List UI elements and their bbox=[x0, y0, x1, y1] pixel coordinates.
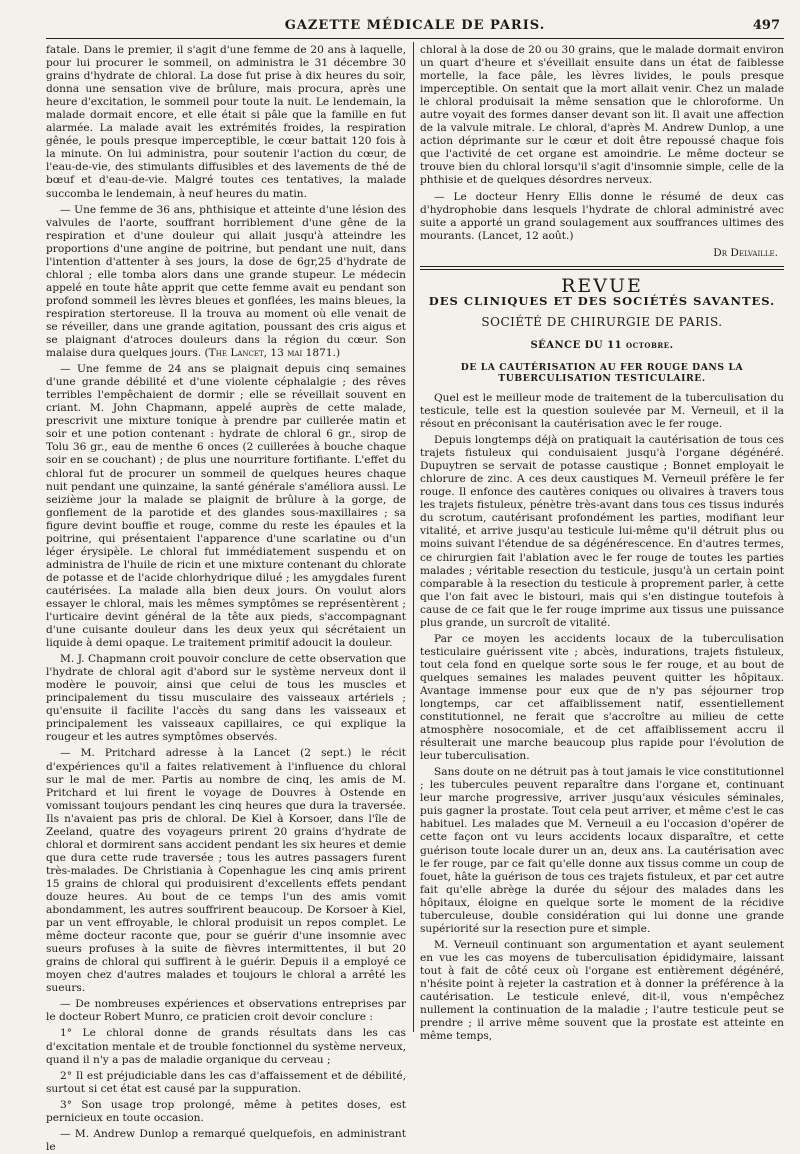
paragraph: fatale. Dans le premier, il s'agit d'une femme de 20 ans à laquelle, pour lui procurer le sommeil, on administra le 31 décembre 30 grains d'hydrate de chloral. La dose fut prise à dix heures du soir, donna une sensation vive de brûlure, mais procura, après une heure d'excitation, le sommeil pour toute la nuit. Le lendemain, la malade dormait encore, et elle était si pâle que la famille en fut alarmée. La malade avait les extrémités froides, la respiration gênée, le pouls presque imperceptible, le cœur battait 120 fois à la minute. On lui administra, pour soutenir l'action du cœur, de l'eau-de-vie, des stimulants diffusibles et des lavements de thé de bœuf et d'eau-de-vie. Malgré toutes ces tentatives, la malade succomba le lendemain, à neuf heures du matin. bbox=[46, 44, 406, 200]
section-rule bbox=[420, 266, 784, 270]
session-date: 11 octobre. bbox=[607, 339, 674, 351]
session-heading bbox=[420, 339, 784, 352]
section-title: REVUE bbox=[561, 274, 643, 297]
section-subtitle: DES CLINIQUES ET DES SOCIÉTÉS SAVANTES. bbox=[428, 293, 776, 308]
list-item: 2° Il est préjudiciable dans les cas d'affaissement et de débilité, surtout si cet état est causé par la suppuration. bbox=[46, 1069, 406, 1095]
article-title: DE LA CAUTÉRISATION AU FER ROUGE DANS LA TUBERCULISATION TESTICULAIRE. bbox=[460, 361, 744, 384]
paragraph-text: — Une femme de 36 ans, phthisique et atteinte d'une lésion des valvules de l'aorte, souffrant horriblement d'une gêne de la respiration et d'une douleur qui allait jusqu'à atteindre les proportions d'une angine de poitrine, but pendant une nuit, dans l'intention d'attenter à ses jours, la dose de 6gr,25 d'hydrate de chloral ; elle tomba alors dans une grande stupeur. Le médecin appelé en toute hâte apprit que cette femme avait eu pendant son profond sommeil les lèvres bleues et gonflées, les mains bleues, la respiration stertoreuse. Il la trouva au moment où elle venait de se réveiller, dans une grande agitation, poussant des cris aigus et se plaignant d'atroces douleurs dans la région du cœur. Son malaise dura quelques jours. bbox=[46, 203, 406, 360]
paragraph: — M. Pritchard adresse à la Lancet (2 sept.) le récit d'expériences qu'il a faites relativement à l'influence du chloral sur le mal de mer. Partis au nombre de cinq, les amis de M. Pritchard et lui firent le voyage de Douvres à Ostende en vomissant toujours pendant les cinq heures que dura la traversée. Ils n'avaient pas pris de chloral. De Kiel à Korsoer, dans l'île de Zeeland, quatre des voyageurs prirent 20 grains d'hydrate de chloral et dormirent sans accident pendant les six heures et demie que dura cette rude traversée ; tous les autres passagers furent très-malades. De Christiania à Copenhague les cinq amis prirent 15 grains de chloral qui produisirent d'excellents effets pendant douze heures. Au bout de ce temps l'un des amis vomit abondamment, les autres souffrirent beaucoup. De Korsoer à Kiel, par un vent effroyable, le chloral produisit un repos complet. Le même docteur raconte que, pour se guérir d'une insomnie avec sueurs profuses à la suite de fièvres intermittentes, il but 20 grains de chloral qui suffirent à le guérir. Depuis il a employé ce moyen chez d'autres malades et toujours le chloral a arrêté les sueurs. bbox=[46, 747, 406, 995]
right-column bbox=[420, 44, 784, 1043]
citation: (The Lancet, 13 mai 1871.) bbox=[204, 347, 341, 360]
paragraph: — Une femme de 24 ans se plaignait depuis cinq semaines d'une grande débilité et d'une violente céphalalgie ; des rêves terribles l'empêchaient de dormir ; elle se réveillait souvent en criant. M. John Chapmann, appelé auprès de cette malade, prescrivit une mixture tonique à prendre par cuillerée matin et soir et une potion contenant : hydrate de chloral 6 gr., sirop de Tolu 36 gr., eau de menthe 6 onces (2 cuillerées à bouche chaque soir en se couchant) ; de plus une nourriture fortifiante. L'effet du chloral fut de procurer un sommeil de quelques heures chaque nuit pendant une quinzaine, la santé générale s'améliora aussi. Le seizième jour la malade se plaignit de brûlure à la gorge, de gonflement de la parotide et des glandes sous-maxillaires ; sa figure devint bouffie et rouge, comme du reste les épaules et la poitrine, qui présentaient l'apparence d'une scarlatine ou d'un léger érysipèle. Le chloral fut immédiatement suspendu et on administra de l'huile de ricin et une mixture contenant du chlorate de potasse et de l'acide chlorhydrique dilué ; les amygdales furent cautérisées. La malade alla bien deux jours. On voulut alors essayer le chloral, mais les mêmes symptômes se représentèrent ; l'urticaire devint général de la tête aux pieds, s'accompagnant d'une cuisante douleur dans les deux yeux qui sécrétaient un liquide à demi opaque. Le traitement primitif adoucit la douleur. bbox=[46, 363, 406, 650]
paragraph: Quel est le meilleur mode de traitement de la tuberculisation du testicule, telle est la question soulevée par M. Verneuil, et il la résout en préconisant la cautérisation avec le fer rouge. bbox=[420, 391, 784, 431]
author-signature: Dr Delvaille. bbox=[713, 246, 778, 259]
paragraph: M. J. Chapmann croit pouvoir conclure de cette observation que l'hydrate de chloral agit d'abord sur le système nerveux dont il modère le pouvoir, ainsi que celui de tous les muscles et principalement du tissu musculaire des vaisseaux artériels ; qu'ensuite il facilite l'accès du sang dans les vaisseaux et principalement les vaisseaux capillaires, ce qui explique la rougeur et les autres symptômes observés. bbox=[46, 653, 406, 744]
paragraph: Par ce moyen les accidents locaux de la tuberculisation testiculaire guérissent vite ; abcès, indurations, trajets fistuleux, tout cela fond en quelque sorte sous le fer rouge, et au bout de quelques semaines les malades peuvent quitter les hôpitaux. Avantage immense pour eux que de n'y pas séjourner trop longtemps, car cet affaiblissement natif, essentiellement constitutionnel, ne ferait que s'accroître au milieu de cette atmosphère nosocomiale, et de cet affaiblissement accru il résulterait une marche beaucoup plus rapide pour l'évolution de leur tuberculisation. bbox=[420, 632, 784, 763]
society-heading: SOCIÉTÉ DE CHIRURGIE DE PARIS. bbox=[481, 314, 723, 329]
session-label: SÉANCE DU bbox=[530, 339, 604, 351]
paragraph: chloral à la dose de 20 ou 30 grains, que le malade dormait environ un quart d'heure et s'éveillait ensuite dans un état de faiblesse mortelle, la face pâle, les lèvres livides, le pouls presque imperceptible. On sentait que la mort allait venir. Chez un malade le chloral produisait la même sensation que le chloroforme. Un autre voyait des formes danser devant son lit. Il avait une affection de la valvule mitrale. Le chloral, d'après M. Andrew Dunlop, a une action déprimante sur le cœur et doit être repoussé chaque fois que l'activité de cet organe est amoindrie. Le même docteur se trouve bien du chloral lorsqu'il s'agit d'insomnie simple, celle de la phthisie et de quelques désordres nerveux. bbox=[420, 44, 784, 187]
paragraph: M. Verneuil continuant son argumentation et ayant seulement en vue les cas moyens de tuberculisation épididymaire, laissant tout à fait de côté ceux où l'organe est entièrement dégénéré, n'hésite point à rejeter la castration et à donner la préférence à la cautérisation. Le testicule enlevé, dit-il, vous n'empêchez nullement la continuation de la maladie ; l'autre testicule peut se prendre ; il arrive même souvent que la prostate est atteinte en même temps, bbox=[420, 938, 784, 1043]
page-number: 497 bbox=[752, 18, 780, 33]
list-item: 3° Son usage trop prolongé, même à petites doses, est pernicieux en toute occasion. bbox=[46, 1098, 406, 1124]
paragraph: — M. Andrew Dunlop a remarqué quelquefois, en administrant le bbox=[46, 1127, 406, 1153]
paragraph: — Le docteur Henry Ellis donne le résumé de deux cas d'hydrophobie dans lesquels l'hydrate de chloral administré avec suite a apporté un grand soulagement aux souffrances ultimes des mourants. (Lancet, 12 août.) bbox=[420, 190, 784, 242]
page-header bbox=[46, 16, 784, 39]
paragraph: Sans doute on ne détruit pas à tout jamais le vice constitutionnel ; les tubercules peuvent reparaître dans l'organe et, continuant leur marche progressive, arriver jusqu'aux vésicules séminales, puis gagner la prostate. Tout cela peut arriver, et même c'est le cas habituel. Les malades que M. Verneuil a eu l'occasion d'opérer de cette façon ont vu leurs accidents locaux disparaître, et cette guérison toute locale durer un an, deux ans. La cautérisation avec le fer rouge, par ce fait qu'elle donne aux tissus comme un coup de fouet, hâte la guérison de tous ces trajets fistuleux, et par cet autre fait qu'elle abrège la durée du séjour des malades dans les hôpitaux, éloigne en quelque sorte le moment de la récidive tuberculeuse, double considération qui lui donne une grande supériorité sur la resection pure et simple. bbox=[420, 766, 784, 935]
left-column bbox=[46, 44, 406, 1153]
journal-title: GAZETTE MÉDICALE DE PARIS. bbox=[284, 18, 546, 33]
paragraph: Depuis longtemps déjà on pratiquait la cautérisation de tous ces trajets fistuleux qui conduisaient jusqu'à l'organe dégénéré. Dupuytren se servait de potasse caustique ; Bonnet employait le chlorure de zinc. A ces deux caustiques M. Verneuil préfère le fer rouge. Il enfonce des cautères coniques ou olivaires à travers tous les trajets fistuleux, pénètre très-avant dans tous ces tissus indurés du scrotum, cautérisant profondément les parties, modifiant leur vitalité, et arrive jusqu'au testicule lui-même qu'il détruit plus ou moins suivant l'étendue de sa dégénérescence. En d'autres termes, ce chirurgien fait l'ablation avec le fer rouge de toutes les parties malades ; véritable resection du testicule, jusqu'à un certain point comparable à la resection du testicule à proprement parler, à cette que l'on fait avec le bistouri, mais qui s'en distingue toutefois à cause de ce fait que le fer rouge imprime aux tissus une puissance plus grande, un surcroît de vitalité. bbox=[420, 434, 784, 629]
column-divider bbox=[413, 42, 414, 1032]
list-item: 1° Le chloral donne de grands résultats dans les cas d'excitation mentale et de trouble fonctionnel du système nerveux, quand il n'y a pas de maladie organique du cerveau ; bbox=[46, 1027, 406, 1066]
paragraph bbox=[46, 204, 406, 361]
paragraph: — De nombreuses expériences et observations entreprises par le docteur Robert Munro, ce praticien croit devoir conclure : bbox=[46, 998, 406, 1024]
